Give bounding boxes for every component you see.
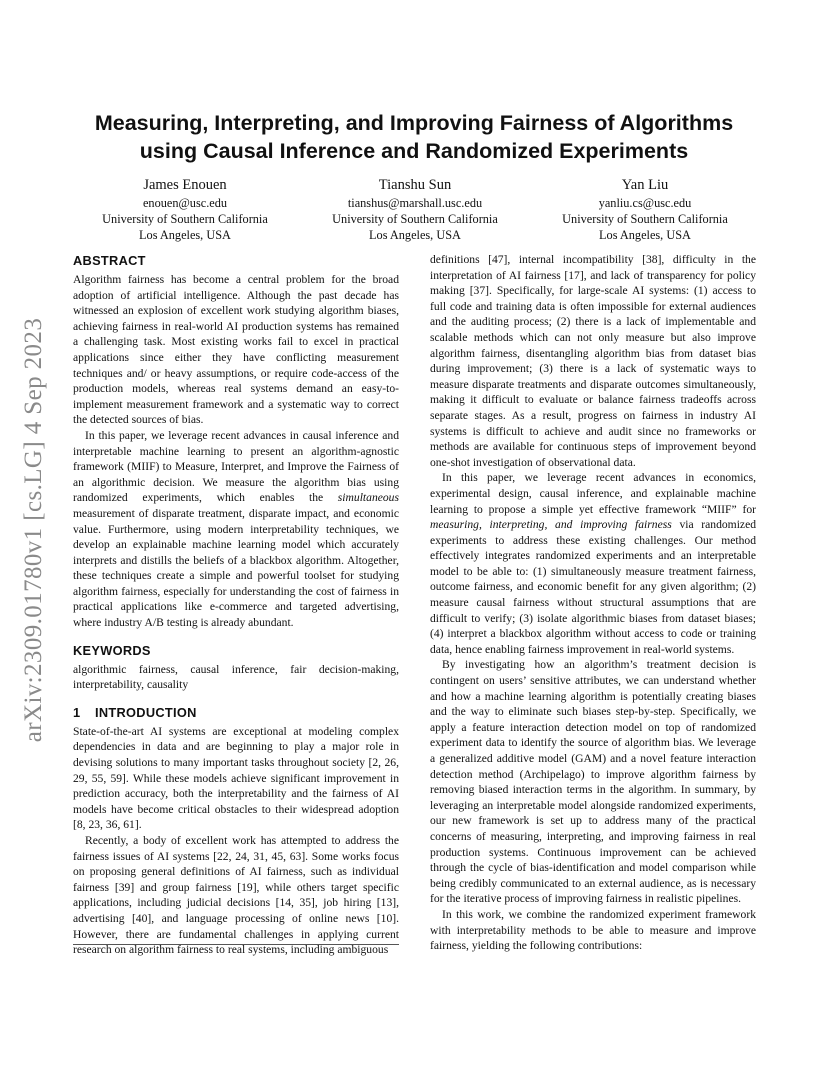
author-email: tianshus@marshall.usc.edu xyxy=(347,196,483,210)
text-run: In this paper, we leverage recent advances in economics, experimental design, causal inference, and explainable machine learning to propose a simple yet effective framework “MIIF” for xyxy=(430,471,756,516)
author-location: Los Angeles, USA xyxy=(369,228,461,242)
right-column xyxy=(430,252,756,954)
author-affiliation: University of Southern California xyxy=(562,212,728,226)
author-location: Los Angeles, USA xyxy=(139,228,231,242)
text-run: via randomized experiments to address these existing challenges. Our method effectively integrates randomized experiments and an interpretable model to be able to: (1) simultaneously measure treatment fairness, outcome fairness, and economic benefit for any given algorithm; (2) measure causal fairness without structural assumptions that are difficult to verify; (3) isolate algorithmic biases from dataset biases; (4) interpret a blackbox algorithm without access to code or training data, hence enabling fairness improvement in real-world systems. xyxy=(430,518,757,656)
section-title: INTRODUCTION xyxy=(95,704,197,720)
introduction-paragraph-1: State-of-the-art AI systems are exceptional at modeling complex dependencies in data and are beginning to play a major role in devising solutions to many important tasks throughout society [2, 26, 29, 55, 59]. While these models achieve significant improvement in prediction accuracy, both the interpretability and the fairness of AI models have become critical obstacles to their widespread adoption [8, 23, 36, 61]. xyxy=(73,724,399,832)
author-1 xyxy=(80,176,290,243)
introduction-heading xyxy=(73,704,399,721)
right-paragraph-3: By investigating how an algorithm’s treatment decision is contingent on users’ sensitive attributes, we can understand whether and how a machine learning algorithm is potentially creating biases and the way to eliminate such biases step-by-step. Specifically, we apply a feature interaction detection model on top of randomized experiment data to identify the source of algorithm bias. We leverage a generalized additive model (GAM) and a novel feature interaction detection method (Archipelago) to improve algorithm fairness by removing biased interaction terms in the algorithm. In summary, by leveraging an interpretable model alongside randomized experiments, our new framework is set up to address many of the practical concerns of measuring, interpreting, and improving fairness in real production systems. Continuous improvement can be achieved through the cycle of bias-identification and model comparison while being credibly communicated to an external audience, as is necessary for the iterative process of improving fairness in realistic pipelines. xyxy=(430,658,756,906)
author-email: yanliu.cs@usc.edu xyxy=(598,196,692,210)
left-column xyxy=(73,252,399,958)
abstract-paragraph-1: Algorithm fairness has become a central problem for the broad adoption of artificial intelligence. Although the past decade has witnessed an explosion of excellent work studying algorithm biases, achieving fairness in real-world AI production systems has remained a challenging task. Most existing works fail to excel in practical applications since either they have conflicting measurement techniques and/ or heavy assumptions, or require code-access of the production models, whereas real systems demand an easy-to-implement measurement framework and a systematic way to correct the detected sources of bias. xyxy=(73,273,399,427)
arxiv-identifier: arXiv:2309.01780v1 [cs.LG] 4 Sep 2023 xyxy=(20,317,47,743)
author-3 xyxy=(540,176,750,243)
right-paragraph-4: In this work, we combine the randomized experiment framework with interpretability methods to be able to measure and improve fairness, yielding the following contributions: xyxy=(430,907,756,953)
text-run: In this paper, we leverage recent advances in causal inference and interpretable machine learning to present an algorithm-agnostic framework (MIIF) to Measure, Interpret, and Improve the Fairness of an algorithmic decision. We measure the algorithm bias using randomized experiments, which enables the xyxy=(73,428,399,505)
keywords-text: algorithmic fairness, causal inference, fair decision-making, interpretability, causality xyxy=(73,662,399,692)
author-2 xyxy=(310,176,520,243)
author-name: James Enouen xyxy=(143,177,227,193)
author-affiliation: University of Southern California xyxy=(102,212,268,226)
author-affiliation: University of Southern California xyxy=(332,212,498,226)
paper-title xyxy=(70,109,758,165)
keywords-heading: KEYWORDS xyxy=(73,642,151,658)
introduction-paragraph-2: Recently, a body of excellent work has attempted to address the fairness issues of AI systems [22, 24, 31, 45, 63]. Some works focus on proposing general definitions of AI fairness, such as individual fairness [39] and group fairness [19], while others target specific applications, including judicial decisions [14, 35], job hiring [13], advertising [40], and language processing of online news [10]. However, there are fundamental challenges in applying current research on algorithm fairness to real systems, including ambiguous xyxy=(73,834,399,957)
author-name: Tianshu Sun xyxy=(378,177,452,193)
author-location: Los Angeles, USA xyxy=(599,228,691,242)
emphasis-text: simultaneous xyxy=(337,491,399,505)
arxiv-identifier-stamp xyxy=(14,290,54,770)
author-name: Yan Liu xyxy=(621,177,669,193)
title-line-1: Measuring, Interpreting, and Improving Fairness of Algorithms xyxy=(94,111,734,135)
section-number: 1 xyxy=(73,704,81,720)
right-paragraph-2 xyxy=(430,470,756,657)
text-run: measurement of disparate treatment, disparate impact, and economic value. Furthermore, using modern interpretability techniques, we develop an explainable machine learning model which accurately interprets and distills the beliefs of a blackbox algorithm. Altogether, these techniques create a simple and powerful toolset for studying algorithm fairness, especially for understanding the cost of fairness in practical applications like e-commerce and targeted advertising, where industry A/B testing is already abundant. xyxy=(73,506,399,630)
footnote-rule xyxy=(73,944,399,945)
abstract-paragraph-2 xyxy=(73,428,399,631)
title-line-2: using Causal Inference and Randomized Experiments xyxy=(139,139,689,163)
author-email: enouen@usc.edu xyxy=(142,196,228,210)
author-block xyxy=(80,176,750,243)
emphasis-text: measuring, interpreting, and improving fairness xyxy=(430,518,672,532)
right-paragraph-1: definitions [47], internal incompatibility [38], difficulty in the interpretation of AI fairness [17], and lack of transparency for policy making [37]. Specifically, for large-scale AI systems: (1) access to full code and training data is often impossible for external audiences and the auditing process; (2) there is a lack of implementable and scalable methods which can not only measure but also improve algorithm fairness, disentangling algorithm bias from dataset bias during improvement; (3) there is a lack of systematic ways to measure disparate treatments and disparate outcomes simultaneously, making it difficult to evaluate or balance fairness tradeoffs across separate stages. As a result, progress on fairness in industry AI systems is difficult to achieve and audit since no frameworks or methods are available for continuous steps of improvement beyond one-shot investigation of observational data. xyxy=(430,253,756,469)
abstract-heading: ABSTRACT xyxy=(73,253,146,268)
